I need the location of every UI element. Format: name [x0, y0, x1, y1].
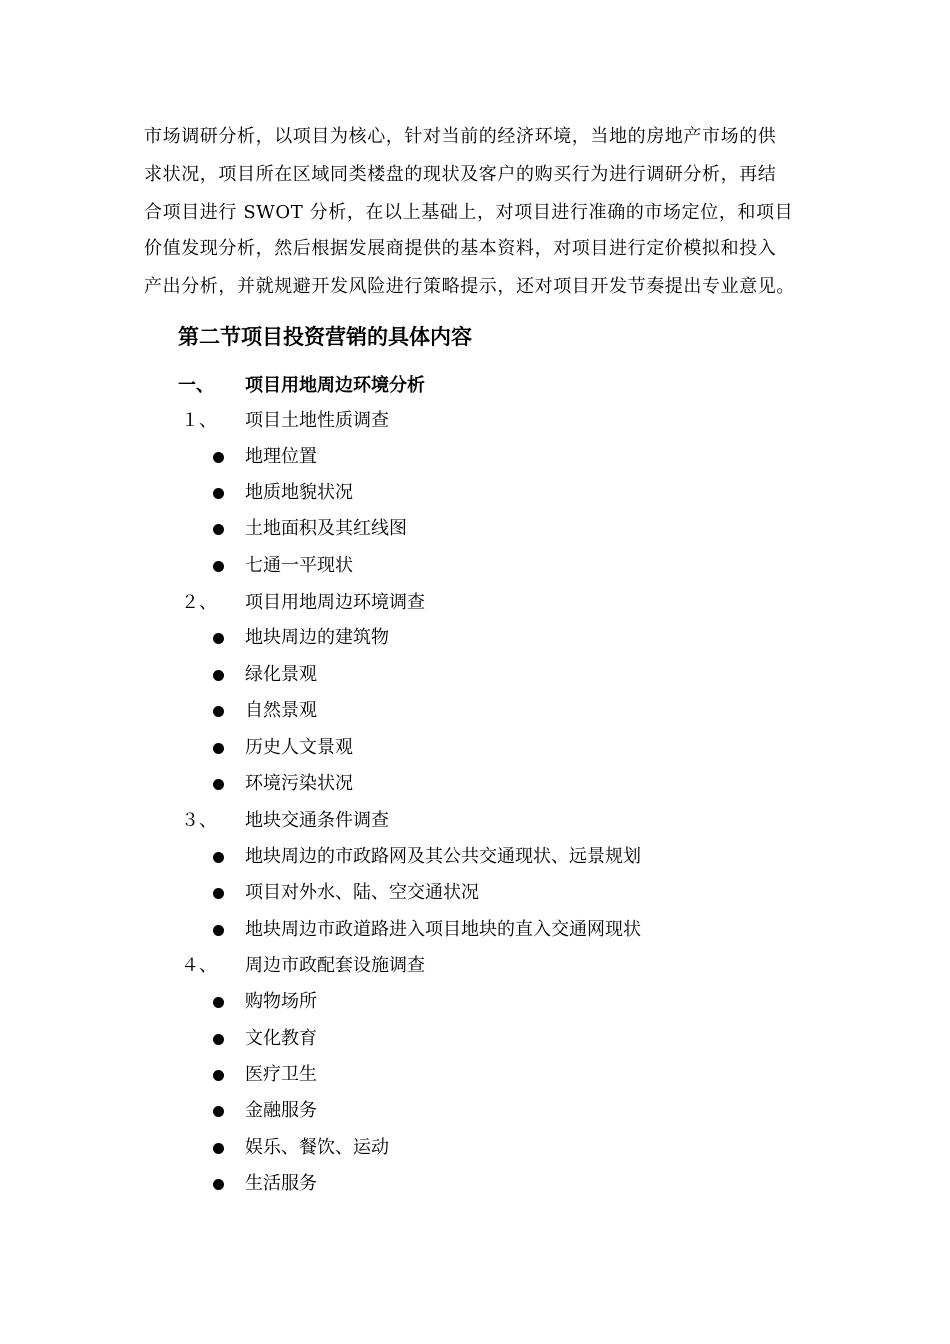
- list-item-label: 七通一平现状: [245, 555, 353, 576]
- list-item: [0, 481, 950, 505]
- list-item-label: 地块周边的市政路网及其公共交通现状、远景规划: [245, 846, 641, 867]
- subsection-title: 项目土地性质调查: [245, 410, 389, 431]
- part-heading: [0, 374, 950, 398]
- list-item: [0, 1099, 950, 1123]
- part-title: 项目用地周边环境分析: [245, 375, 425, 396]
- list-item-label: 地块周边的建筑物: [245, 627, 389, 648]
- subsection-number: ２、: [181, 592, 217, 613]
- list-item-label: 自然景观: [245, 700, 317, 721]
- list-item: [0, 918, 950, 942]
- bullet-icon: [213, 852, 224, 863]
- part-number: 一、: [178, 375, 214, 396]
- bullet-icon: [213, 706, 224, 717]
- subsection-number: １、: [181, 410, 217, 431]
- list-item-label: 金融服务: [245, 1100, 317, 1121]
- list-item: [0, 736, 950, 760]
- bullet-icon: [213, 1034, 224, 1045]
- list-item-label: 地质地貌状况: [245, 482, 353, 503]
- list-item-label: 文化教育: [245, 1028, 317, 1049]
- list-item: [0, 1172, 950, 1196]
- list-item: [0, 663, 950, 687]
- bullet-icon: [213, 524, 224, 535]
- list-item: [0, 1063, 950, 1087]
- list-item: [0, 881, 950, 905]
- list-item-label: 环境污染状况: [245, 773, 353, 794]
- bullet-icon: [213, 1179, 224, 1190]
- bullet-icon: [213, 925, 224, 936]
- section-heading: 第二节项目投资营销的具体内容: [178, 325, 472, 349]
- list-item-label: 购物场所: [245, 991, 317, 1012]
- list-item: [0, 626, 950, 650]
- list-item: [0, 772, 950, 796]
- list-item: [0, 845, 950, 869]
- subsection-heading: [0, 591, 950, 615]
- bullet-icon: [213, 743, 224, 754]
- intro-line-4: 价值发现分析，然后根据发展商提供的基本资料，对项目进行定价模拟和投入: [144, 238, 777, 259]
- list-item-label: 项目对外水、陆、空交通状况: [245, 882, 479, 903]
- bullet-icon: [213, 1106, 224, 1117]
- subsection-heading: [0, 954, 950, 978]
- list-item-label: 地理位置: [245, 446, 317, 467]
- list-item: [0, 1027, 950, 1051]
- list-item-label: 绿化景观: [245, 664, 317, 685]
- list-item-label: 娱乐、餐饮、运动: [245, 1137, 389, 1158]
- intro-line-3: 合项目进行 SWOT 分析，在以上基础上，对项目进行准确的市场定位，和项目: [144, 202, 794, 223]
- bullet-icon: [213, 888, 224, 899]
- list-item: [0, 517, 950, 541]
- list-item-label: 生活服务: [245, 1173, 317, 1194]
- bullet-icon: [213, 1070, 224, 1081]
- bullet-icon: [213, 488, 224, 499]
- list-item: [0, 1136, 950, 1160]
- subsection-title: 项目用地周边环境调查: [245, 592, 425, 613]
- list-item-label: 历史人文景观: [245, 737, 353, 758]
- bullet-icon: [213, 561, 224, 572]
- subsection-heading: [0, 409, 950, 433]
- list-item-label: 地块周边市政道路进入项目地块的直入交通网现状: [245, 919, 641, 940]
- subsection-title: 地块交通条件调查: [245, 810, 389, 831]
- intro-line-1: 市场调研分析，以项目为核心，针对当前的经济环境，当地的房地产市场的供: [144, 126, 777, 147]
- subsection-heading: [0, 809, 950, 833]
- list-item: [0, 554, 950, 578]
- intro-line-5: 产出分析，并就规避开发风险进行策略提示，还对项目开发节奏提出专业意见。: [144, 276, 795, 297]
- intro-line-2: 求状况，项目所在区域同类楼盘的现状及客户的购买行为进行调研分析，再结: [144, 164, 777, 185]
- subsection-number: ３、: [181, 810, 217, 831]
- list-item: [0, 990, 950, 1014]
- list-item-label: 土地面积及其红线图: [245, 518, 407, 539]
- subsection-number: ４、: [181, 955, 217, 976]
- list-item-label: 医疗卫生: [245, 1064, 317, 1085]
- bullet-icon: [213, 997, 224, 1008]
- bullet-icon: [213, 633, 224, 644]
- list-item: [0, 445, 950, 469]
- bullet-icon: [213, 779, 224, 790]
- subsection-title: 周边市政配套设施调查: [245, 955, 425, 976]
- bullet-icon: [213, 670, 224, 681]
- list-item: [0, 699, 950, 723]
- bullet-icon: [213, 452, 224, 463]
- bullet-icon: [213, 1143, 224, 1154]
